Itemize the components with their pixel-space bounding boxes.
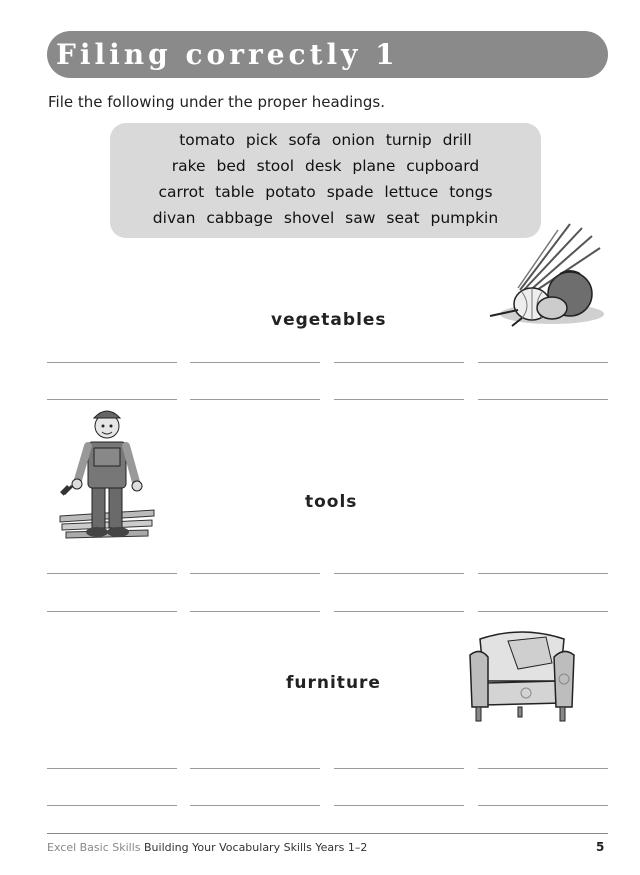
answer-line <box>190 573 320 574</box>
answer-line <box>47 362 177 363</box>
page-title: Filing correctly 1 <box>56 38 399 71</box>
instruction-text: File the following under the proper headings. <box>48 93 385 111</box>
answer-line <box>478 611 608 612</box>
answer-line <box>334 805 464 806</box>
heading-vegetables: vegetables <box>271 310 387 330</box>
answer-line <box>478 399 608 400</box>
answer-line <box>478 362 608 363</box>
answer-line <box>47 768 177 769</box>
answer-line <box>190 362 320 363</box>
answer-line <box>334 573 464 574</box>
answer-line <box>47 805 177 806</box>
answer-line <box>190 399 320 400</box>
heading-tools: tools <box>305 492 358 512</box>
footer-series: Excel Basic Skills <box>47 841 141 854</box>
worker-with-hammer-illustration <box>56 404 158 542</box>
answer-line <box>190 611 320 612</box>
footer-book-title: Building Your Vocabulary Skills Years 1–2 <box>144 841 368 854</box>
heading-furniture: furniture <box>286 673 381 693</box>
word-bank-row: tomato pick sofa onion turnip drill <box>179 131 472 149</box>
answer-line <box>334 611 464 612</box>
answer-line <box>47 573 177 574</box>
footer-divider <box>47 833 608 834</box>
answer-line <box>47 399 177 400</box>
page-number: 5 <box>596 840 605 854</box>
answer-line <box>478 768 608 769</box>
answer-line <box>190 768 320 769</box>
answer-line <box>190 805 320 806</box>
vegetables-illustration <box>482 222 607 330</box>
answer-line <box>47 611 177 612</box>
answer-line <box>334 768 464 769</box>
footer-credit <box>47 841 367 854</box>
armchair-illustration <box>466 627 578 725</box>
answer-line <box>334 362 464 363</box>
answer-line <box>334 399 464 400</box>
answer-line <box>478 805 608 806</box>
word-bank-row: carrot table potato spade lettuce tongs <box>158 183 493 201</box>
word-bank-row: rake bed stool desk plane cupboard <box>171 157 480 175</box>
word-bank-row: divan cabbage shovel saw seat pumpkin <box>152 209 499 227</box>
answer-line <box>478 573 608 574</box>
